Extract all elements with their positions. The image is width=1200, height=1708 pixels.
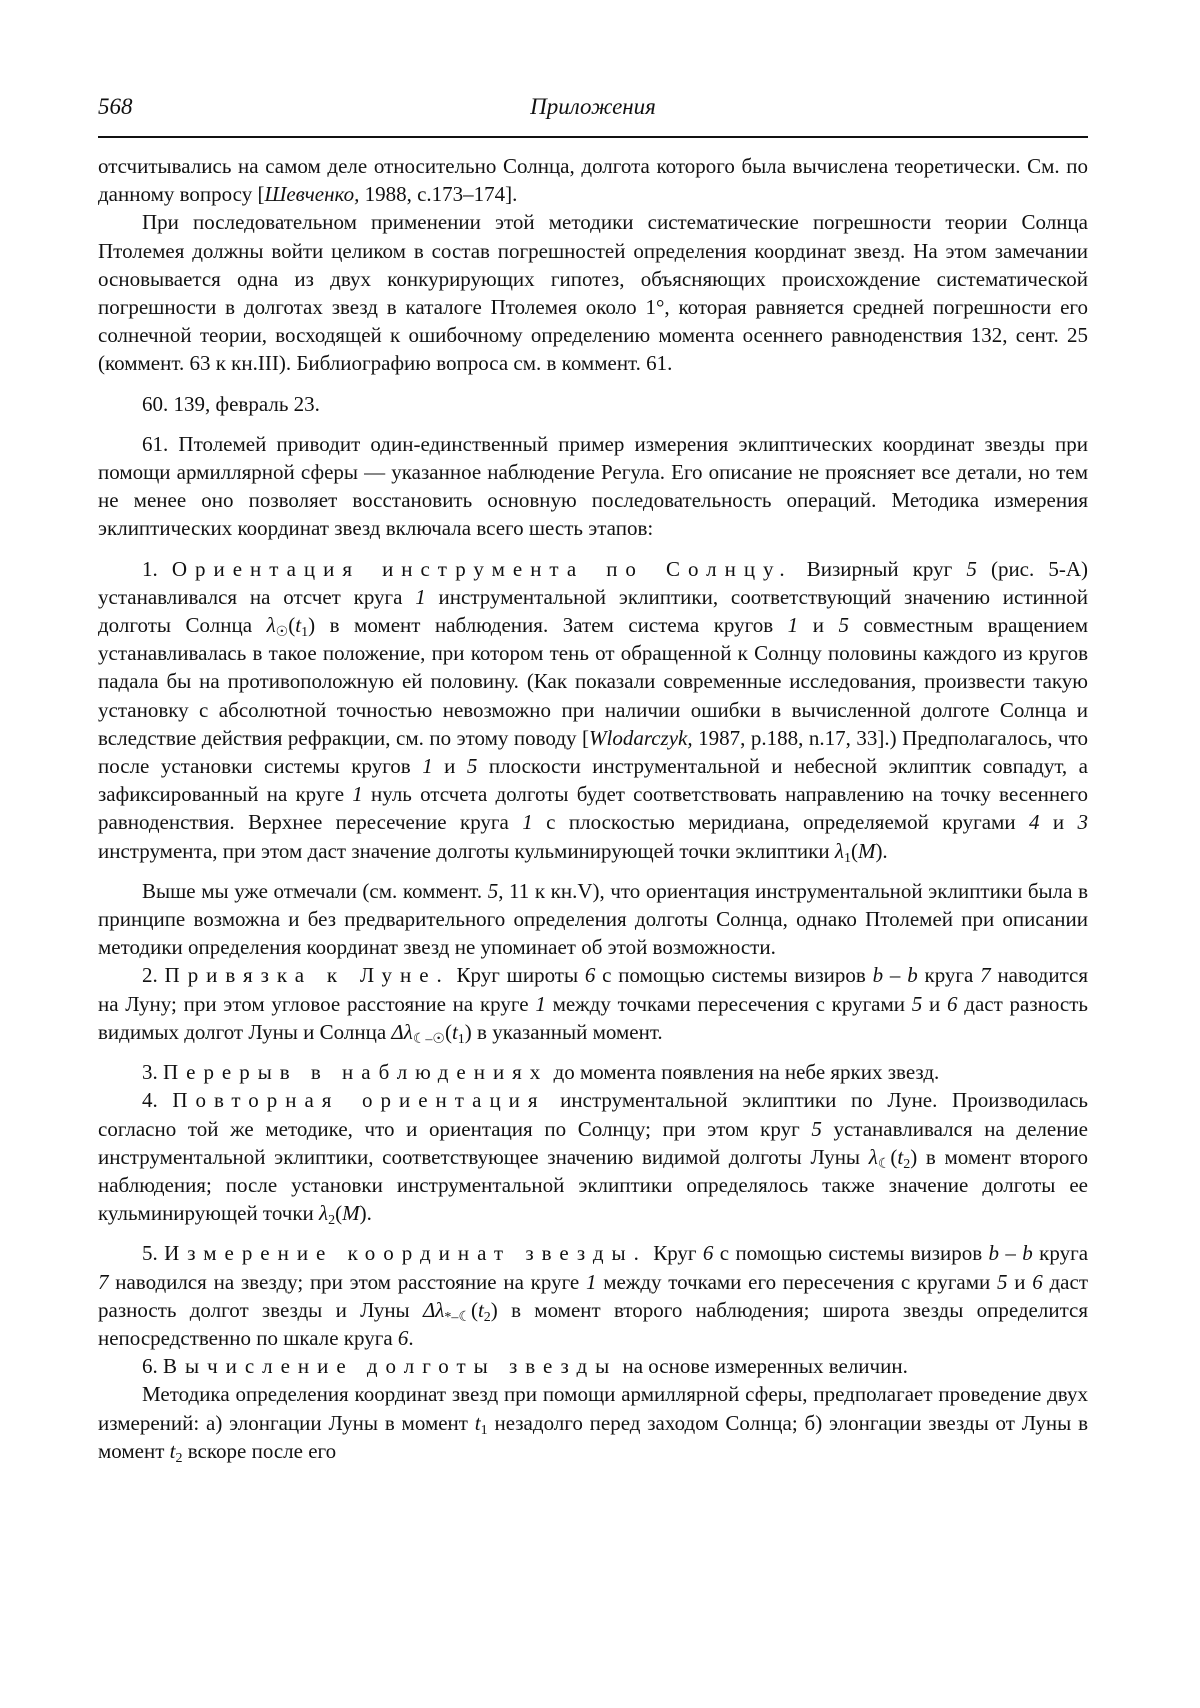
step-1: 1. Ориентация инструмента по Солнцу. Визирный круг 5 (рис. 5-А) устанавливался на отсчет круга 1 инструментальной эклиптики, соответствующий значению истинной долготы Солнца $\lambda_☉(t_1)$ в момент наблюдения. Затем система кругов 1 и 5 совместным вращением устанавливалась в такое положение, при котором тень от обращенной к Солнцу половины каждого из кругов падала бы на противоположную ей половину. (Как показали современные исследования, произвести такую установку с абсолютной точностью невозможно при наличии ошибки в вычисленной долготе Солнца и вследствие действия рефракции, см. по этому поводу [Wlodarczyk, 1987, p.188, n.17, 33].) Предполагалось, что после установки системы кругов 1 и 5 плоскости инструментальной и небесной эклиптик совпадут, а зафиксированный на круге 1 нуль отсчета долготы будет соответствовать направлению на точку весеннего равноденствия. Верхнее пересечение круга 1 с плоскостью меридиана, определяемой кругами 4 и 3 инструмента, при этом даст значение долготы кульминирующей точки эклиптики $\lambda_1(M)$. bbox=[98, 556, 1089, 866]
step-3: 3. Перерыв в наблюдениях до момента появления на небе ярких звезд. bbox=[142, 1060, 940, 1085]
step-2: 2. Привязка к Луне. Круг широты 6 с помощью системы визиров b – b круга 7 наводится на Луну; при этом угловое расстояние на круге 1 между точками пересечения с кругами 5 и 6 даст разность видимых долгот Луны и Солнца $\Delta\lambda_{☾-☉}(t_1)$ в указанный момент. bbox=[98, 963, 1089, 1047]
paragraph-continuation: отсчитывались на самом деле относительно Солнца, долгота которого была вычислена теоретически. См. по данному вопросу [Шевченко, 1988, с.173–174]. bbox=[98, 154, 1088, 207]
step-4-title: Повторная ориентация bbox=[172, 1088, 546, 1113]
header-rule bbox=[98, 136, 1088, 138]
section-title: Приложения bbox=[530, 94, 656, 119]
note-61: 61. Птолемей приводит один-единственный пример измерения эклиптических координат звезды при помощи армиллярной сферы — указанное наблюдение Регула. Его описание не проясняет все детали, но тем не менее оно позволяет восстановить основную последовательность операций. Методика измерения эклиптических координат звезд включала всего шесть этапов: bbox=[98, 431, 1088, 541]
step-5: 5. Измерение координат звезды. Круг 6 с помощью системы визиров b – b круга 7 наводился на звезду; при этом расстояние на круге 1 между точками его пересечения с кругами 5 и 6 даст разность долгот звезды и Луны $\Delta\lambda_{*-☾}(t_2)$ в момент второго наблюдения; широта звезды определится непосредственно по шкале круга 6. bbox=[98, 1241, 1089, 1350]
paragraph-method: Методика определения координат звезд при помощи армиллярной сферы, предполагает проведение двух измерений: а) элонгации Луны в момент $t_1$ незадолго перед заходом Солнца; б) элонгации звезды от Луны в момент $t_2$ вскоре после его bbox=[98, 1382, 1088, 1466]
paragraph-systematic-errors: При последовательном применении этой методики систематические погрешности теории Солнца Птолемея должны войти целиком в состав погрешностей определения координат звезд. На этом замечании основывается одна из двух конкурирующих гипотез, объясняющих происхождение систематической погрешности в долготах звезд в каталоге Птолемея около 1°, которая равняется средней погрешности его солнечной теории, восходящей к ошибочному определению момента осеннего равноденствия 132, сент. 25 (коммент. 63 к кн.III). Библиографию вопроса см. в коммент. 61. bbox=[98, 210, 1088, 376]
running-head bbox=[98, 88, 1088, 128]
step-3-title: Перерыв в наблюдениях bbox=[163, 1060, 549, 1085]
step-2-title: Привязка к Луне. bbox=[164, 963, 450, 988]
step-6: 6. Вычисление долготы звезды на основе измеренных величин. bbox=[142, 1354, 908, 1379]
step-6-title: Вычисление долготы звезды bbox=[163, 1354, 618, 1379]
step-5-title: Измерение координат звезды. bbox=[164, 1241, 647, 1266]
page-number: 568 bbox=[98, 94, 133, 119]
step-1-title: Ориентация инструмента по Солнцу. bbox=[171, 556, 793, 581]
page bbox=[98, 88, 1088, 1465]
step-4: 4. Повторная ориентация инструментальной эклиптики по Луне. Производилась согласно той же методике, что и ориентация по Солнцу; при этом круг 5 устанавливался на деление инструментальной эклиптики, соответствующее значению видимой долготы Луны $\lambda_☾(t_2)$ в момент второго наблюдения; после установки инструментальной эклиптики определялось также значение долготы ее кульминирующей точки $\lambda_2(M)$. bbox=[98, 1088, 1089, 1229]
note-60: 60. 139, февраль 23. bbox=[142, 391, 320, 416]
paragraph-remark: Выше мы уже отмечали (см. коммент. 5, 11 к кн.V), что ориентация инструментальной эклиптики была в принципе возможна и без предварительного определения долготы Солнца, однако Птолемей при описании методики определения координат звезд не упоминает об этой возможности. bbox=[98, 878, 1088, 960]
